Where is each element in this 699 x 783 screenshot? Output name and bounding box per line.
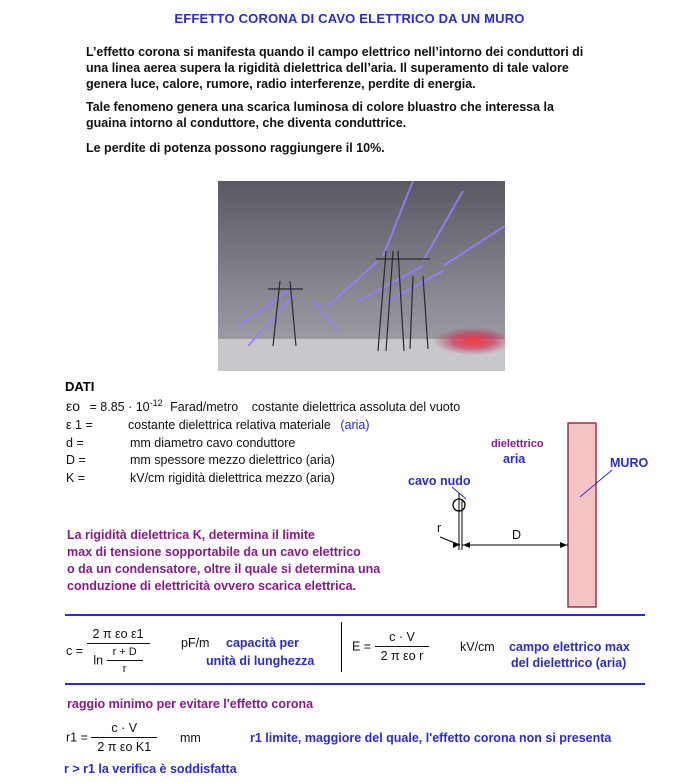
formula-field — [352, 630, 429, 663]
r1-lhs: r1 = — [66, 730, 88, 745]
intro-paragraph-1 — [86, 44, 646, 92]
r1-numerator: c · V — [91, 721, 157, 738]
intro-line: guaina intorno al conduttore, che diventa conduttrice. — [86, 116, 407, 130]
dielettrico-label: dielettrico — [491, 438, 544, 450]
dati-heading: DATI — [65, 379, 95, 394]
eps1-desc: costante dielettrica relativa materiale — [128, 418, 331, 432]
explanation-line: max di tensione sopportabile da un cavo elettrico — [67, 545, 361, 559]
formula-r1 — [66, 721, 157, 754]
c-desc-line1: capacità per — [226, 636, 299, 650]
corona-photo — [218, 181, 505, 371]
D-arrow-left — [463, 542, 470, 548]
intro-line: L’effetto corona si manifesta quando il campo elettrico nell’intorno dei conduttori di — [86, 45, 584, 59]
eps0-value: = 8.85 · 10 — [89, 400, 150, 415]
eps0-row — [66, 398, 460, 414]
explanation-line: conduzione di elettricità ovvero scarica elettrica. — [67, 579, 356, 593]
formula-capacity — [66, 627, 150, 675]
raggio-heading: raggio minimo per evitare l'effetto corona — [67, 697, 314, 711]
eps1-symbol: ε 1 = — [66, 418, 93, 432]
E-lhs: E = — [352, 639, 372, 654]
explanation-line: o da un condensatore, oltre il quale si determina una — [67, 562, 381, 576]
d-symbol: d = — [66, 436, 84, 450]
c-fraction — [87, 627, 150, 675]
D-desc: mm spessore mezzo dielettrico (aria) — [130, 453, 335, 467]
eps0-desc: costante dielettrica assoluta del vuoto — [251, 400, 461, 415]
eps0-symbol: εo — [66, 398, 81, 415]
D-label: D — [512, 528, 522, 542]
rigidita-explanation — [67, 527, 407, 595]
explanation-line: La rigidità dielettrica K, determina il limite — [67, 528, 315, 542]
c-desc-line2: unità di lunghezza — [206, 654, 315, 668]
c-ln-numerator: r + D — [107, 646, 143, 661]
verify-statement: r > r1 la verifica è soddisfatta — [64, 762, 237, 776]
c-unit: pF/m — [181, 636, 210, 650]
r1-denominator: 2 π εo K1 — [97, 740, 152, 754]
intro-line: una linea aerea supera la rigidità dielettrica dell’aria. Il superamento di tale valore — [86, 61, 569, 75]
formula-separator — [341, 622, 342, 672]
D-symbol: D = — [66, 453, 86, 467]
eps0-exponent: -12 — [149, 398, 163, 408]
c-ln-denominator: r — [122, 663, 127, 675]
K-symbol: K = — [66, 471, 86, 485]
intro-paragraph-3: Le perdite di potenza possono raggiungere il 10%. — [86, 141, 385, 155]
intro-line: Tale fenomeno genera una scarica luminosa di colore bluastro che interessa la — [86, 100, 554, 114]
E-desc-line1: campo elettrico max — [509, 640, 630, 654]
E-numerator: c · V — [375, 630, 430, 647]
eps0-unit: Farad/metro — [170, 400, 239, 415]
divider-bottom — [65, 683, 645, 685]
aria-label: aria — [503, 452, 526, 466]
intro-line: genera luce, calore, rumore, radio interferenze, perdite di energia. — [86, 77, 476, 91]
r1-unit: mm — [180, 731, 201, 745]
E-unit: kV/cm — [460, 640, 495, 654]
c-ln: ln — [93, 653, 104, 668]
r1-fraction — [91, 721, 157, 754]
E-fraction — [375, 630, 430, 663]
c-lhs: c = — [66, 644, 84, 658]
r-label: r — [437, 521, 442, 535]
E-denominator: 2 π εo r — [380, 649, 424, 663]
wall-rect — [568, 423, 596, 607]
divider-top — [65, 614, 645, 616]
K-desc: kV/cm rigidità dielettrica mezzo (aria) — [130, 471, 335, 485]
r-leader — [440, 537, 460, 545]
c-numerator: 2 π εo ε1 — [87, 627, 150, 644]
intro-paragraph-2 — [86, 99, 646, 131]
muro-label: MURO — [610, 456, 649, 470]
d-desc: mm diametro cavo conduttore — [130, 436, 296, 450]
cavo-nudo-label: cavo nudo — [408, 474, 471, 488]
c-denominator — [87, 644, 150, 675]
r1-note: r1 limite, maggiore del quale, l'effetto corona non si presenta — [250, 731, 612, 745]
E-desc-line2: del dielettrico (aria) — [511, 656, 627, 670]
eps1-note: (aria) — [340, 418, 370, 432]
D-arrow-right — [560, 542, 567, 548]
c-ln-fraction — [107, 646, 143, 675]
corona-photo-illustration — [218, 181, 505, 371]
eps1-row — [128, 418, 370, 432]
page-title: EFFETTO CORONA DI CAVO ELETTRICO DA UN MURO — [174, 11, 525, 26]
